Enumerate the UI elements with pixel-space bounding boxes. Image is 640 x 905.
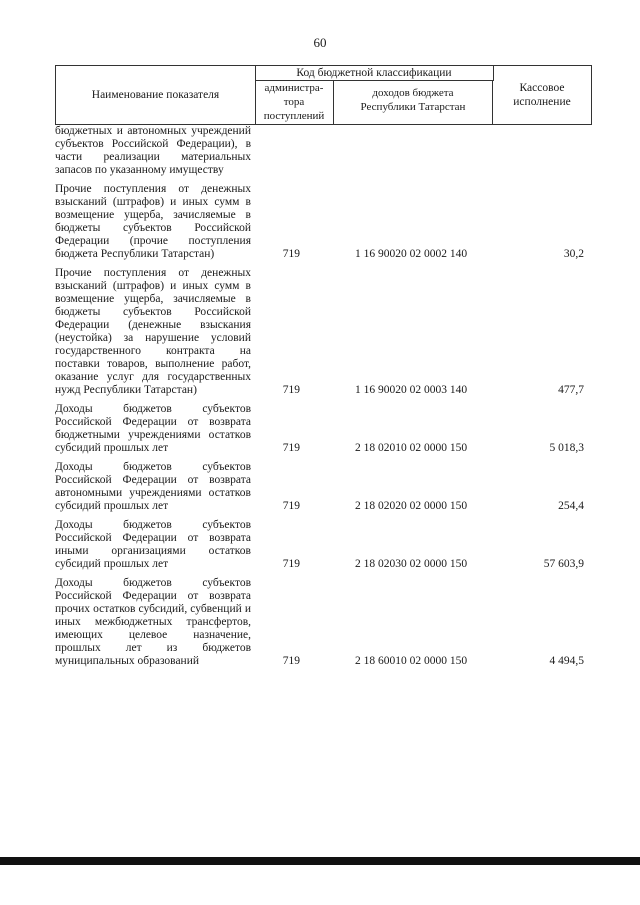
row-admin-code: 719 <box>282 655 300 667</box>
row-name: Доходы бюджетов субъектов Российской Федерации от возврата бюджетными учреждениями остатков субсидий прошлых лет <box>55 403 251 454</box>
row-amount: 4 494,5 <box>549 655 584 667</box>
row-name: Доходы бюджетов субъектов Российской Федерации от возврата иными организациями остатков субсидий прошлых лет <box>55 519 251 570</box>
table-header <box>55 65 592 125</box>
table-row <box>55 183 592 261</box>
row-income-code: 2 18 02010 02 0000 150 <box>355 442 468 454</box>
row-amount: 254,4 <box>558 500 584 512</box>
row-admin-code: 719 <box>282 442 300 454</box>
row-name: Доходы бюджетов субъектов Российской Федерации от возврата автономными учреждениями остатков субсидий прошлых лет <box>55 461 251 512</box>
table-row <box>55 125 592 177</box>
table-row <box>55 577 592 668</box>
header-admin-column: администра- тора поступлений <box>255 81 334 124</box>
header-amount-column: Кассовое исполнение <box>513 82 571 108</box>
row-admin-code: 719 <box>282 384 300 396</box>
table-row <box>55 267 592 397</box>
table-row <box>55 461 592 513</box>
header-classification-group: Код бюджетной классификации <box>255 66 494 81</box>
row-name: Прочие поступления от денежных взысканий (штрафов) и иных сумм в возмещение ущерба, зачисляемые в бюджеты субъектов Российской Федерации (денежные взыскания (неустойка) за нарушение условий государственного контракта на поставки товаров, выполнение работ, оказание услуг для государственных нужд Республики Татарстан) <box>55 267 251 396</box>
row-admin-code: 719 <box>282 500 300 512</box>
row-amount: 57 603,9 <box>543 558 584 570</box>
row-income-code: 2 18 60010 02 0000 150 <box>355 655 468 667</box>
row-income-code: 1 16 90020 02 0002 140 <box>355 248 468 260</box>
row-admin-code: 719 <box>282 558 300 570</box>
table-row <box>55 403 592 455</box>
budget-table <box>55 65 592 668</box>
row-amount: 5 018,3 <box>549 442 584 454</box>
row-income-code: 1 16 90020 02 0003 140 <box>355 384 468 396</box>
scan-edge-bar <box>0 857 640 865</box>
row-amount: 477,7 <box>558 384 584 396</box>
row-amount: 30,2 <box>563 248 584 260</box>
row-name: Доходы бюджетов субъектов Российской Федерации от возврата прочих остатков субсидий, субвенций и иных межбюджетных трансфертов, имеющих целевое назначение, прошлых лет из бюджетов муниципальных образований <box>55 577 251 667</box>
header-name-column: Наименование показателя <box>56 66 256 124</box>
row-income-code: 2 18 02020 02 0000 150 <box>355 500 468 512</box>
page-number: 60 <box>313 35 327 50</box>
row-income-code: 2 18 02030 02 0000 150 <box>355 558 468 570</box>
table-row <box>55 519 592 571</box>
row-name: Прочие поступления от денежных взысканий (штрафов) и иных сумм в возмещение ущерба, зачисляемые в бюджеты субъектов Российской Федерации (прочие поступления бюджета Республики Татарстан) <box>55 183 251 260</box>
row-name: бюджетных и автономных учреждений субъектов Российской Федерации), в части реализации материальных запасов по указанному имуществу <box>55 125 251 176</box>
header-income-column: доходов бюджета Республики Татарстан <box>334 81 493 124</box>
row-admin-code: 719 <box>282 248 300 260</box>
